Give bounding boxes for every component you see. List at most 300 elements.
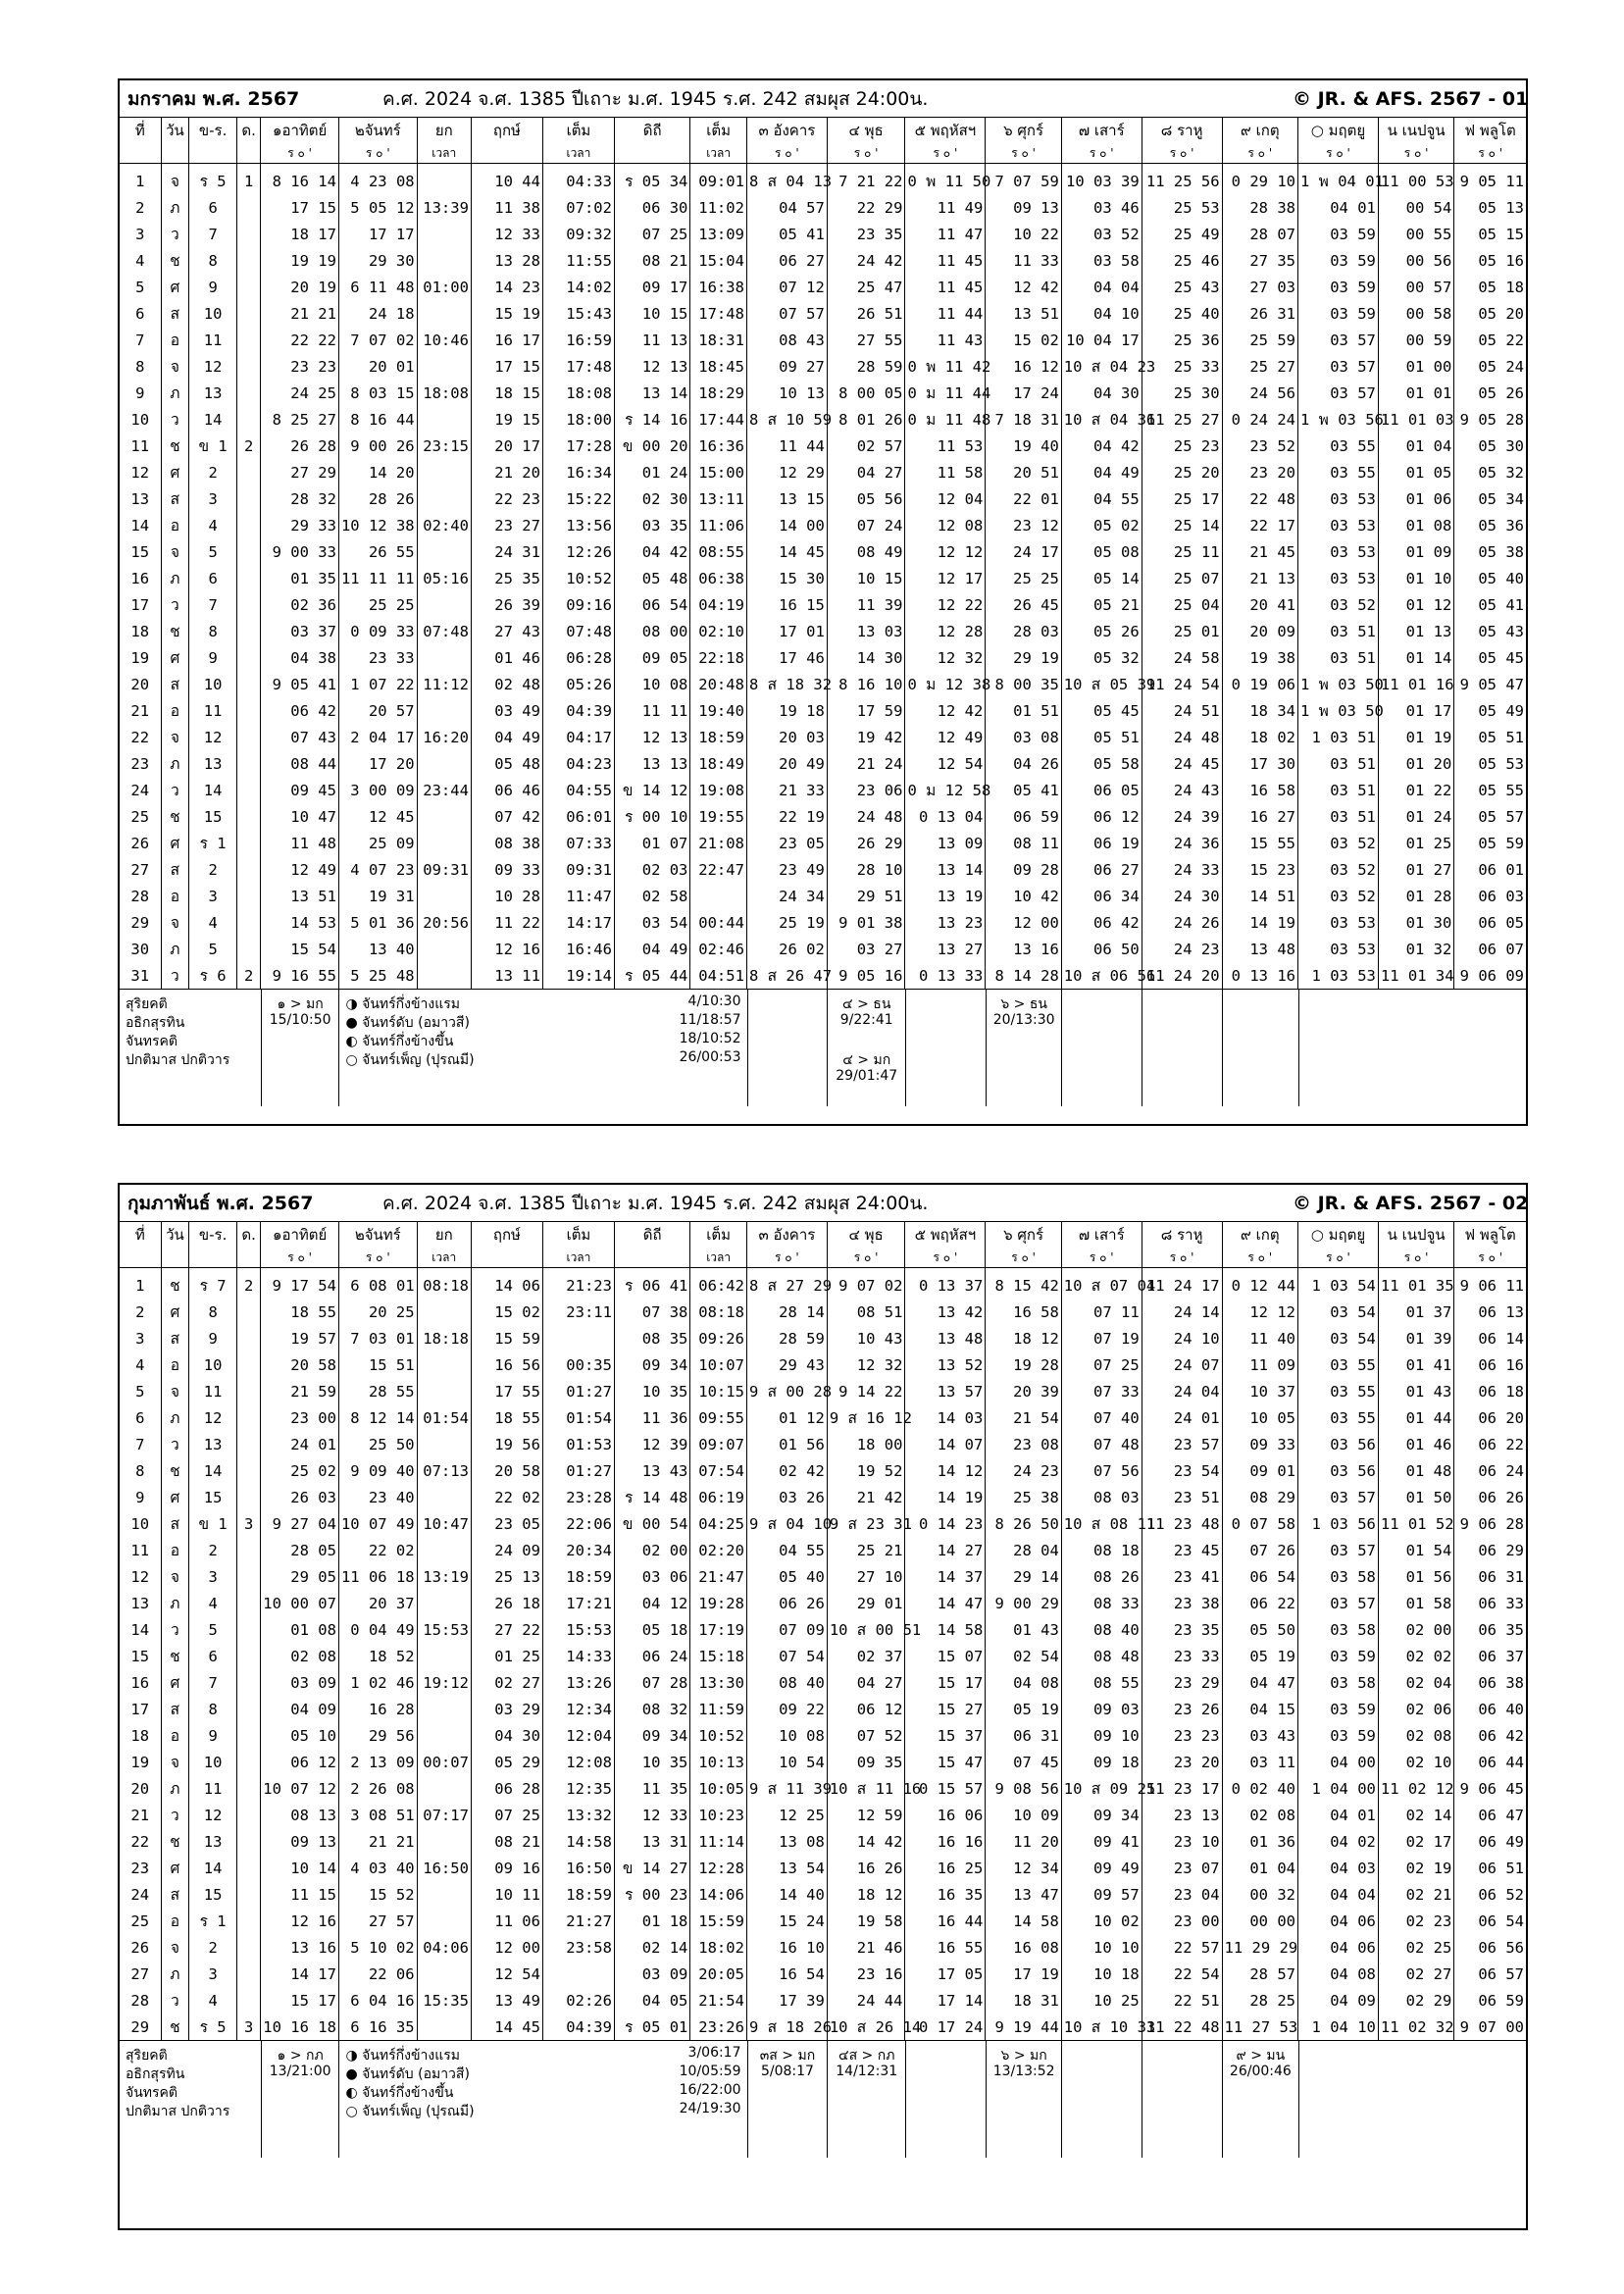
table-cell: 20 58 xyxy=(261,1351,339,1378)
table-cell: 23 45 xyxy=(1142,1537,1222,1563)
table-cell: 10 47 xyxy=(261,803,339,830)
table-cell: 19:14 xyxy=(542,962,614,989)
table-cell: 11 xyxy=(130,1541,150,1559)
table-cell: 5 xyxy=(189,936,237,962)
table-cell xyxy=(236,1961,260,1987)
table-row xyxy=(120,538,1526,565)
table-row xyxy=(120,1669,1526,1696)
table-cell xyxy=(236,327,260,353)
table-cell: 07:54 xyxy=(690,1457,747,1484)
table-cell: ร 1 xyxy=(189,830,237,856)
table-cell: 01:54 xyxy=(417,1404,471,1431)
table-cell: 10 04 17 xyxy=(1061,327,1142,353)
table-cell: 13:19 xyxy=(417,1563,471,1590)
table-cell: 09 57 xyxy=(1061,1881,1142,1908)
table-cell: 24 18 xyxy=(338,300,417,327)
table-cell: 09 33 xyxy=(1222,1431,1297,1457)
table-cell: 23 23 xyxy=(1142,1722,1222,1749)
table-cell: 01 09 xyxy=(1378,538,1453,565)
table-cell xyxy=(417,2014,471,2040)
table-cell: 01 13 xyxy=(1378,618,1453,644)
table-cell: 03 59 xyxy=(1298,247,1379,274)
table-cell: 17 xyxy=(130,595,150,614)
table-cell: 25 01 xyxy=(1142,618,1222,644)
table-cell: 29 01 xyxy=(827,1590,905,1616)
table-cell: 08:55 xyxy=(690,538,747,565)
table-cell: 03 52 xyxy=(1298,883,1379,909)
table-cell: 15:35 xyxy=(417,1987,471,2014)
footer-planet-ingress xyxy=(1142,2041,1222,2158)
table-cell: 01 08 xyxy=(1378,512,1453,538)
table-row xyxy=(120,1855,1526,1881)
table-cell: 05 15 xyxy=(1454,221,1526,247)
table-row xyxy=(120,883,1526,909)
table-cell: ข 1 xyxy=(189,1510,237,1537)
table-cell: 16 12 xyxy=(986,353,1061,380)
table-cell: 06 42 xyxy=(1061,909,1142,936)
table-cell: 20 03 xyxy=(746,724,827,750)
table-cell: 3 xyxy=(189,1961,237,1987)
table-cell: 16 16 xyxy=(905,1828,986,1855)
table-cell: 24 42 xyxy=(827,247,905,274)
table-cell: 07:48 xyxy=(417,618,471,644)
table-cell: ส xyxy=(161,1510,189,1537)
table-cell: 7 07 59 xyxy=(986,164,1061,195)
table-cell: 02 23 xyxy=(1378,1908,1453,1934)
table-cell: 08 21 xyxy=(471,1828,542,1855)
table-cell: 01 14 xyxy=(1378,644,1453,671)
moon-phase-name: ◐ จันทร์กึ่งข้างขึ้น xyxy=(345,1034,454,1049)
column-subheader xyxy=(471,143,542,164)
table-cell: 06 07 xyxy=(1454,936,1526,962)
table-cell: 12 xyxy=(189,724,237,750)
table-cell: 0 ม 12 38 xyxy=(905,671,986,697)
ephemeris-table xyxy=(120,1222,1526,2040)
table-cell: 4 xyxy=(189,909,237,936)
table-cell: ข 14 12 xyxy=(614,777,689,803)
table-cell: 13 xyxy=(130,489,150,508)
table-cell: 12 xyxy=(189,1404,237,1431)
table-cell xyxy=(236,1987,260,2014)
table-cell: 05 10 xyxy=(261,1722,339,1749)
table-cell: 10 ส 11 16 xyxy=(827,1775,905,1802)
table-cell: 19 28 xyxy=(986,1351,1061,1378)
table-cell: 06 05 xyxy=(1061,777,1142,803)
table-cell xyxy=(417,221,471,247)
table-cell: 23 04 xyxy=(1142,1881,1222,1908)
footer-sun-ingress xyxy=(261,2041,339,2158)
table-cell: 12 54 xyxy=(471,1961,542,1987)
table-cell: 06 49 xyxy=(1454,1828,1526,1855)
table-cell: 06 54 xyxy=(614,591,689,618)
table-cell: 08 43 xyxy=(746,327,827,353)
table-row xyxy=(120,1934,1526,1961)
footer-moon-phases xyxy=(338,990,746,1106)
table-cell: 04 05 xyxy=(614,1987,689,2014)
table-cell: 11:06 xyxy=(690,512,747,538)
table-cell: 13 57 xyxy=(905,1378,986,1404)
table-cell: 02 58 xyxy=(614,883,689,909)
column-subheader: เวลา xyxy=(542,143,614,164)
table-row xyxy=(120,565,1526,591)
table-cell xyxy=(417,300,471,327)
table-cell: 14 40 xyxy=(746,1881,827,1908)
table-cell: 01 46 xyxy=(1378,1431,1453,1457)
table-row xyxy=(120,221,1526,247)
table-cell: 03 52 xyxy=(1298,856,1379,883)
table-cell: 0 13 04 xyxy=(905,803,986,830)
table-cell: 12 12 xyxy=(905,538,986,565)
table-row xyxy=(120,830,1526,856)
era-line: ค.ศ. 2024 จ.ศ. 1385 ปีเถาะ ม.ศ. 1945 ร.ศ. 242 สมผุส 24:00น. xyxy=(382,87,929,110)
table-cell: 02 08 xyxy=(1378,1722,1453,1749)
table-row xyxy=(120,512,1526,538)
table-cell: 06 35 xyxy=(1454,1616,1526,1643)
table-cell: 04 15 xyxy=(1222,1696,1297,1722)
table-cell: 20 58 xyxy=(471,1457,542,1484)
table-cell: 12 33 xyxy=(471,221,542,247)
table-cell: 03 52 xyxy=(1298,830,1379,856)
table-cell: 25 04 xyxy=(1142,591,1222,618)
table-cell: 09 10 xyxy=(1061,1722,1142,1749)
moon-phase-row xyxy=(345,1031,740,1049)
table-cell: 13 51 xyxy=(261,883,339,909)
column-subheader: ร ๐ ' xyxy=(261,143,339,164)
table-cell: 9 05 11 xyxy=(1454,164,1526,195)
table-cell xyxy=(417,936,471,962)
month-title-bar xyxy=(120,80,1529,118)
table-cell: 25 13 xyxy=(471,1563,542,1590)
table-cell: 12:28 xyxy=(690,1855,747,1881)
table-cell: 10 43 xyxy=(827,1325,905,1351)
table-cell: 09 45 xyxy=(261,777,339,803)
table-cell: 10 37 xyxy=(1222,1378,1297,1404)
table-cell xyxy=(236,1484,260,1510)
planet-ingress-text: 13/13:52 xyxy=(992,2064,1055,2079)
table-cell: 04 27 xyxy=(827,459,905,485)
table-cell: 29 xyxy=(130,913,150,932)
table-cell: 12 xyxy=(189,353,237,380)
table-cell: 15 52 xyxy=(338,1881,417,1908)
table-cell: 04 12 xyxy=(614,1590,689,1616)
table-cell: 0 พ 11 42 xyxy=(905,353,986,380)
table-cell: 09 34 xyxy=(614,1351,689,1378)
table-cell: 1 04 00 xyxy=(1298,1775,1379,1802)
moon-phase-name: ◑ จันทร์กึ่งข้างแรม xyxy=(345,2048,461,2064)
table-cell: 11 01 34 xyxy=(1378,962,1453,989)
footer-planet-ingress xyxy=(986,990,1061,1106)
table-cell: 2 xyxy=(236,1268,260,1300)
table-cell: 25 23 xyxy=(1142,433,1222,459)
table-cell: 28 26 xyxy=(338,485,417,512)
month-title: มกราคม พ.ศ. 2567 xyxy=(127,87,300,110)
table-cell: 03 59 xyxy=(1298,1643,1379,1669)
table-cell: 15 02 xyxy=(986,327,1061,353)
table-cell: 10 xyxy=(130,1514,150,1533)
table-cell: 19 15 xyxy=(471,406,542,433)
table-cell: 11 06 xyxy=(471,1908,542,1934)
table-cell: 14 19 xyxy=(905,1484,986,1510)
table-cell: 24 14 xyxy=(1142,1299,1222,1325)
table-cell: 06:38 xyxy=(690,565,747,591)
table-cell: อ xyxy=(161,1722,189,1749)
table-cell: ร 05 44 xyxy=(614,962,689,989)
table-cell: 01 41 xyxy=(1378,1351,1453,1378)
column-header: ๘ ราหู xyxy=(1142,1222,1222,1248)
table-cell xyxy=(236,1299,260,1325)
table-cell: อ xyxy=(161,697,189,724)
table-cell: 22 48 xyxy=(1222,485,1297,512)
table-cell: 11 xyxy=(189,1775,237,1802)
table-cell: 05 45 xyxy=(1061,697,1142,724)
table-cell xyxy=(417,803,471,830)
table-cell: 11 00 53 xyxy=(1378,164,1453,195)
table-cell: 10:13 xyxy=(690,1749,747,1775)
table-cell: 11 02 12 xyxy=(1378,1775,1453,1802)
table-cell: 25 20 xyxy=(1142,459,1222,485)
footer-labels xyxy=(120,2041,261,2158)
table-cell: 12 08 xyxy=(905,512,986,538)
table-cell: 12 xyxy=(130,1567,150,1586)
table-cell: 02 21 xyxy=(1378,1881,1453,1908)
table-cell: 05 55 xyxy=(1454,777,1526,803)
column-header: น เนปจูน xyxy=(1378,1222,1453,1248)
table-cell: 04 27 xyxy=(827,1669,905,1696)
column-header: ○ มฤตยู xyxy=(1298,118,1379,143)
table-cell: 18 34 xyxy=(1222,697,1297,724)
table-cell: 15 xyxy=(130,1647,150,1665)
column-header: ฤกษ์ xyxy=(471,1222,542,1248)
table-cell: 29 43 xyxy=(746,1351,827,1378)
table-cell: 07 56 xyxy=(1061,1457,1142,1484)
table-cell xyxy=(236,300,260,327)
column-header: ที่ xyxy=(134,1226,145,1244)
table-cell: 8 16 44 xyxy=(338,406,417,433)
table-cell: ร 05 34 xyxy=(614,164,689,195)
table-cell: 09:55 xyxy=(690,1404,747,1431)
table-cell: 11 25 27 xyxy=(1142,406,1222,433)
table-cell: 29 56 xyxy=(338,1722,417,1749)
table-cell: 02 00 xyxy=(614,1537,689,1563)
table-cell: 00:35 xyxy=(542,1351,614,1378)
table-cell: 11 22 48 xyxy=(1142,2014,1222,2040)
table-row xyxy=(120,274,1526,300)
table-row xyxy=(120,1828,1526,1855)
table-cell: 11 36 xyxy=(614,1404,689,1431)
table-cell: 03 26 xyxy=(746,1484,827,1510)
table-cell: อ xyxy=(161,1908,189,1934)
table-cell: 26 18 xyxy=(471,1590,542,1616)
sun-ingress-text: ๑ > มก xyxy=(277,996,324,1012)
table-cell: 09:01 xyxy=(690,164,747,195)
table-cell: 11 01 03 xyxy=(1378,406,1453,433)
table-cell xyxy=(236,591,260,618)
table-cell xyxy=(236,1855,260,1881)
table-cell: 12 00 xyxy=(471,1934,542,1961)
table-cell xyxy=(236,1563,260,1590)
table-cell: 06 40 xyxy=(1454,1696,1526,1722)
table-cell: 02:10 xyxy=(690,618,747,644)
moon-phase-row xyxy=(345,994,740,1012)
table-cell xyxy=(236,830,260,856)
table-cell: 25 07 xyxy=(1142,565,1222,591)
table-cell: 02 06 xyxy=(1378,1696,1453,1722)
column-subheader: ร ๐ ' xyxy=(827,1248,905,1268)
table-cell: ภ xyxy=(161,750,189,777)
table-cell: 12:04 xyxy=(542,1722,614,1749)
table-cell: 29 14 xyxy=(986,1563,1061,1590)
table-cell: 15:53 xyxy=(542,1616,614,1643)
moon-phase-time: 10/05:59 xyxy=(679,2064,741,2079)
table-cell: จ xyxy=(161,1378,189,1404)
table-cell: 09:26 xyxy=(690,1325,747,1351)
table-cell: 16 44 xyxy=(905,1908,986,1934)
table-cell: 28 03 xyxy=(986,618,1061,644)
table-cell: 06 30 xyxy=(614,194,689,221)
table-cell: 25 59 xyxy=(1222,327,1297,353)
table-cell: 19 40 xyxy=(986,433,1061,459)
column-header: ○ มฤตยู xyxy=(1298,1222,1379,1248)
table-cell: 03 58 xyxy=(1298,1616,1379,1643)
table-cell: 16 15 xyxy=(746,591,827,618)
table-cell: 9 05 47 xyxy=(1454,671,1526,697)
table-cell: 04 49 xyxy=(614,936,689,962)
table-cell: 05 38 xyxy=(1454,538,1526,565)
table-cell: ร 14 48 xyxy=(614,1484,689,1510)
table-cell: 21:23 xyxy=(542,1268,614,1300)
table-cell: 10 xyxy=(189,671,237,697)
column-header: วัน xyxy=(161,1222,189,1248)
table-cell: 04:55 xyxy=(542,777,614,803)
table-cell: 18:00 xyxy=(542,406,614,433)
table-cell: 28 25 xyxy=(1222,1987,1297,2014)
footer-label: อธิกสุรทิน xyxy=(126,2066,185,2082)
table-cell: 04:19 xyxy=(690,591,747,618)
table-cell: 1 พ 03 50 xyxy=(1298,697,1379,724)
table-cell: 8 00 35 xyxy=(986,671,1061,697)
table-row xyxy=(120,644,1526,671)
planet-ingress-text: 5/08:17 xyxy=(760,2064,814,2079)
table-cell: 24 23 xyxy=(1142,936,1222,962)
table-cell: 15:59 xyxy=(690,1908,747,1934)
table-cell: 9 06 28 xyxy=(1454,1510,1526,1537)
table-cell: 05:26 xyxy=(542,671,614,697)
table-cell: ร 7 xyxy=(189,1268,237,1300)
table-cell: 7 xyxy=(135,331,145,349)
table-cell: 11 49 xyxy=(905,194,986,221)
table-cell: 25 30 xyxy=(1142,380,1222,406)
table-cell: ศ xyxy=(161,830,189,856)
table-cell: 02 30 xyxy=(614,485,689,512)
table-cell: 23 16 xyxy=(827,1961,905,1987)
table-cell: 20 17 xyxy=(471,433,542,459)
table-cell xyxy=(236,194,260,221)
planet-ingress-text: 20/13:30 xyxy=(992,1012,1055,1028)
table-cell: 22 19 xyxy=(746,803,827,830)
table-cell: 1 xyxy=(135,172,145,190)
table-cell: 06 52 xyxy=(1454,1881,1526,1908)
table-cell xyxy=(417,1722,471,1749)
footer-planet-ingress xyxy=(1222,990,1297,1106)
table-cell: 17 59 xyxy=(827,697,905,724)
table-cell: 17 15 xyxy=(261,194,339,221)
table-cell: 16 26 xyxy=(827,1855,905,1881)
table-cell: 04 01 xyxy=(1298,194,1379,221)
table-cell: ร 05 01 xyxy=(614,2014,689,2040)
table-cell: 10 ส 26 14 xyxy=(827,2014,905,2040)
table-cell: 03 59 xyxy=(1298,274,1379,300)
table-cell: 5 05 12 xyxy=(338,194,417,221)
table-cell: ส xyxy=(161,1325,189,1351)
table-cell: 13 47 xyxy=(986,1881,1061,1908)
table-cell: 10 15 xyxy=(614,300,689,327)
column-header: ๘ ราหู xyxy=(1142,118,1222,143)
table-cell: 23 05 xyxy=(471,1510,542,1537)
table-cell: 06 54 xyxy=(1454,1908,1526,1934)
table-cell: 0 พ 11 50 xyxy=(905,164,986,195)
table-cell: 06 38 xyxy=(1454,1669,1526,1696)
table-cell: 18:59 xyxy=(542,1563,614,1590)
table-cell: 22 23 xyxy=(471,485,542,512)
table-cell: 25 43 xyxy=(1142,274,1222,300)
moon-phase-time: 18/10:52 xyxy=(679,1031,741,1046)
table-cell: 23 35 xyxy=(827,221,905,247)
table-cell: 04 01 xyxy=(1298,1802,1379,1828)
table-cell: 06 20 xyxy=(1454,1404,1526,1431)
table-cell: 13 16 xyxy=(986,936,1061,962)
table-cell: 13 42 xyxy=(905,1299,986,1325)
table-cell: 22 xyxy=(130,1832,150,1851)
table-cell: 0 02 40 xyxy=(1222,1775,1297,1802)
table-cell xyxy=(417,1484,471,1510)
column-subheader: ร ๐ ' xyxy=(1061,1248,1142,1268)
table-cell xyxy=(236,1404,260,1431)
column-subheader: ร ๐ ' xyxy=(986,1248,1061,1268)
table-cell: 8 12 14 xyxy=(338,1404,417,1431)
table-cell: ร 00 10 xyxy=(614,803,689,830)
table-cell xyxy=(417,1431,471,1457)
table-cell: 12 22 xyxy=(905,591,986,618)
table-cell: 9 05 41 xyxy=(261,671,339,697)
table-cell: ร 6 xyxy=(189,962,237,989)
table-cell: 23 52 xyxy=(1222,433,1297,459)
table-cell: 20:48 xyxy=(690,671,747,697)
table-cell: 02 57 xyxy=(827,433,905,459)
table-cell: 20 09 xyxy=(1222,618,1297,644)
table-cell: 12 49 xyxy=(261,856,339,883)
column-header: ด. xyxy=(236,118,260,143)
table-cell: 23 33 xyxy=(338,644,417,671)
table-cell: 24 48 xyxy=(827,803,905,830)
column-subheader: เวลา xyxy=(690,143,747,164)
table-cell: 07:33 xyxy=(542,830,614,856)
table-cell: 13 48 xyxy=(905,1325,986,1351)
table-cell: 23 54 xyxy=(1142,1457,1222,1484)
table-cell: ว xyxy=(161,221,189,247)
table-cell: 0 24 24 xyxy=(1222,406,1297,433)
table-cell: 12 54 xyxy=(905,750,986,777)
table-cell: 05 48 xyxy=(614,565,689,591)
table-cell: 03 59 xyxy=(1298,1696,1379,1722)
table-cell: 22 29 xyxy=(827,194,905,221)
table-cell: 00 58 xyxy=(1378,300,1453,327)
table-cell: 17 24 xyxy=(986,380,1061,406)
table-cell: 13:32 xyxy=(542,1802,614,1828)
table-cell: 21 xyxy=(130,1806,150,1824)
table-cell: 11 39 xyxy=(827,591,905,618)
table-cell: 8 xyxy=(135,357,145,376)
table-cell: 4 xyxy=(189,1590,237,1616)
